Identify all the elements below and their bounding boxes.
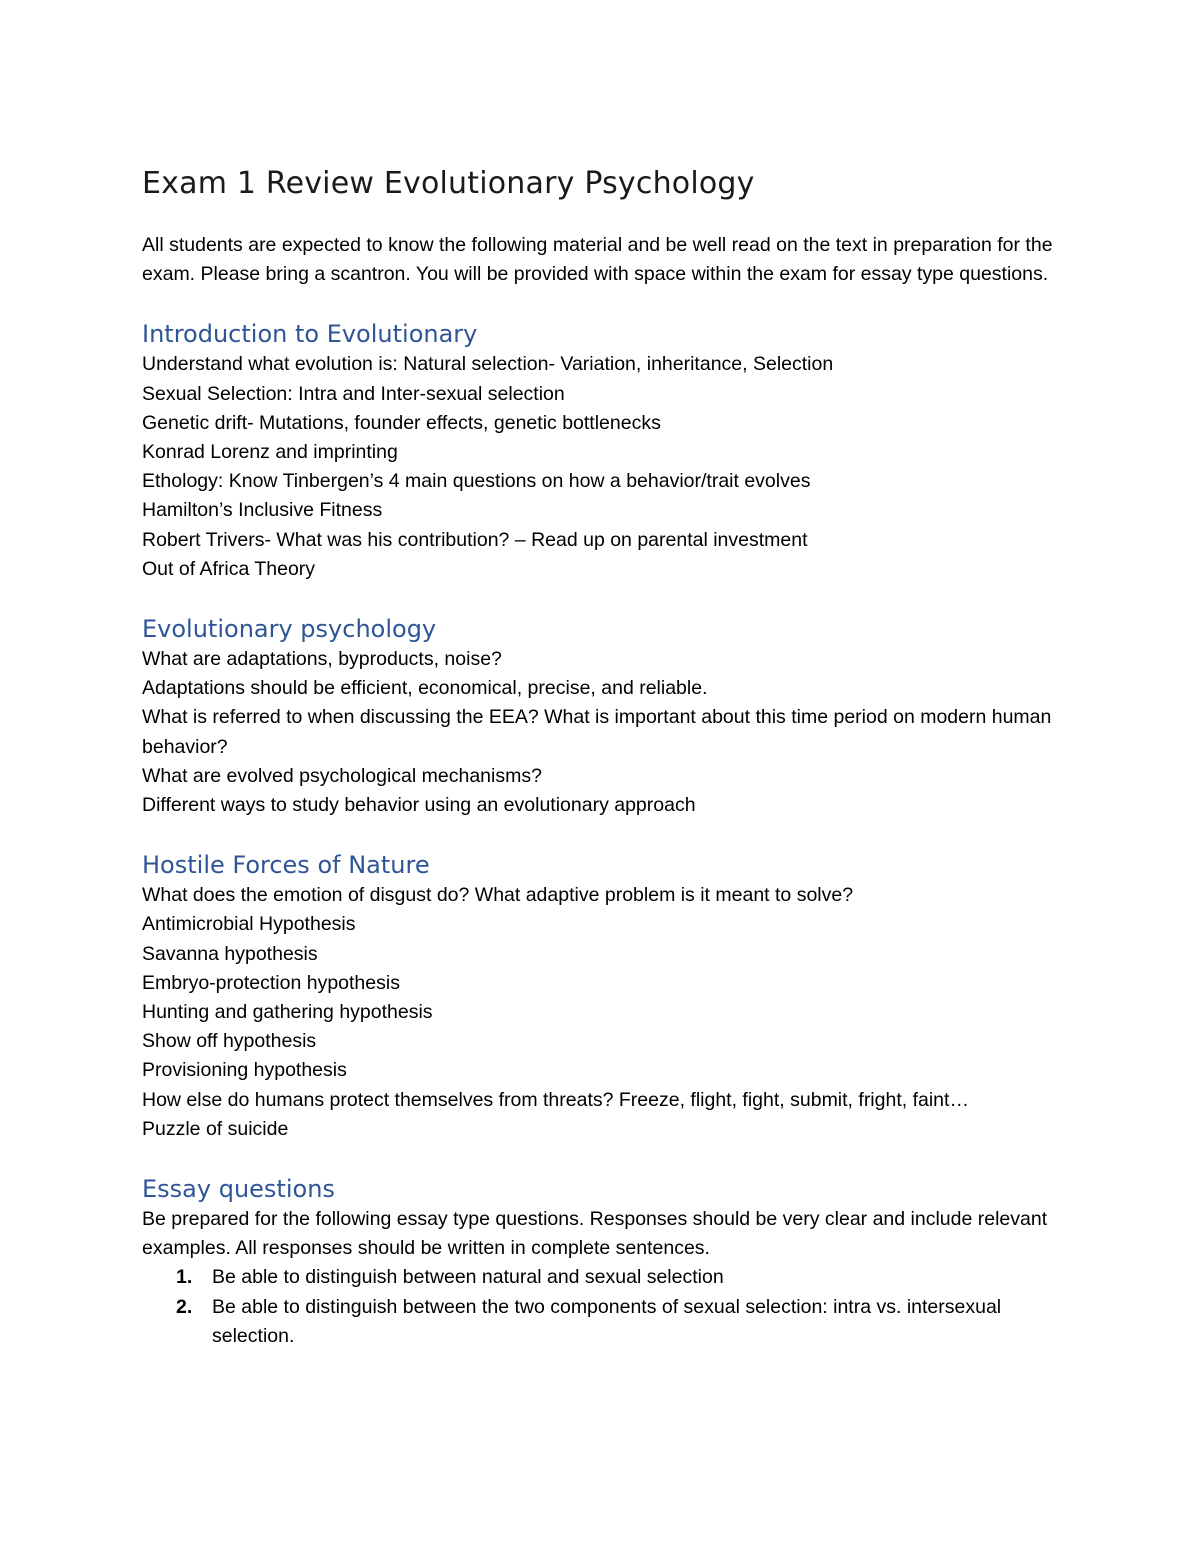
section-essay-questions xyxy=(142,1174,1067,1351)
section-items xyxy=(142,350,1067,584)
section-hostile-forces xyxy=(142,850,1067,1144)
document-title: Exam 1 Review Evolutionary Psychology xyxy=(142,166,755,201)
essay-item xyxy=(142,1293,1067,1351)
section-items xyxy=(142,881,1067,1144)
essay-item-number: 2. xyxy=(176,1295,193,1318)
essay-item-number: 1. xyxy=(176,1266,193,1289)
list-item: What are adaptations, byproducts, noise? xyxy=(142,648,502,671)
essay-list xyxy=(142,1263,1067,1351)
list-item: What are evolved psychological mechanisms? xyxy=(142,764,542,787)
list-item: Provisioning hypothesis xyxy=(142,1059,347,1082)
section-introduction xyxy=(142,319,1067,584)
section-heading: Introduction to Evolutionary xyxy=(142,320,478,349)
essay-item xyxy=(142,1263,1067,1292)
list-item: Hamilton’s Inclusive Fitness xyxy=(142,499,383,522)
list-item: Konrad Lorenz and imprinting xyxy=(142,441,398,464)
section-heading: Evolutionary psychology xyxy=(142,615,437,644)
list-item: Show off hypothesis xyxy=(142,1030,317,1053)
list-item: Antimicrobial Hypothesis xyxy=(142,913,356,936)
list-item: Savanna hypothesis xyxy=(142,942,318,965)
essay-item-text: Be able to distinguish between natural and sexual selection xyxy=(212,1266,724,1289)
list-item: Hunting and gathering hypothesis xyxy=(142,1001,433,1024)
section-heading: Hostile Forces of Nature xyxy=(142,851,430,880)
list-item: Adaptations should be efficient, economical, precise, and reliable. xyxy=(142,677,708,700)
section-evolutionary-psychology xyxy=(142,614,1067,820)
intro-paragraph: All students are expected to know the following material and be well read on the text in preparation for the exam. Please bring a scantron. You will be provided with space within the exam for essay type questions. xyxy=(142,234,1053,286)
list-item: Embryo-protection hypothesis xyxy=(142,971,400,994)
list-item: How else do humans protect themselves from threats? Freeze, flight, fight, submit, fright, faint… xyxy=(142,1088,969,1111)
document-content xyxy=(142,165,1067,1381)
essay-item-text: Be able to distinguish between the two components of sexual selection: intra vs. intersexual selection. xyxy=(212,1295,1002,1347)
list-item: Different ways to study behavior using an evolutionary approach xyxy=(142,794,696,817)
section-items xyxy=(142,645,1067,820)
essay-intro: Be prepared for the following essay type questions. Responses should be very clear and include relevant examples. All responses should be written in complete sentences. xyxy=(142,1208,1048,1260)
list-item: Ethology: Know Tinbergen’s 4 main questions on how a behavior/trait evolves xyxy=(142,470,811,493)
list-item: Robert Trivers- What was his contribution? – Read up on parental investment xyxy=(142,528,808,551)
list-item: What is referred to when discussing the EEA? What is important about this time period on modern human behavior? xyxy=(142,706,1052,758)
list-item: What does the emotion of disgust do? What adaptive problem is it meant to solve? xyxy=(142,884,854,907)
list-item: Understand what evolution is: Natural selection- Variation, inheritance, Selection xyxy=(142,353,834,376)
list-item: Out of Africa Theory xyxy=(142,557,316,580)
section-heading: Essay questions xyxy=(142,1175,335,1204)
list-item: Genetic drift- Mutations, founder effects, genetic bottlenecks xyxy=(142,411,661,434)
list-item: Sexual Selection: Intra and Inter-sexual selection xyxy=(142,382,565,405)
list-item: Puzzle of suicide xyxy=(142,1117,289,1140)
